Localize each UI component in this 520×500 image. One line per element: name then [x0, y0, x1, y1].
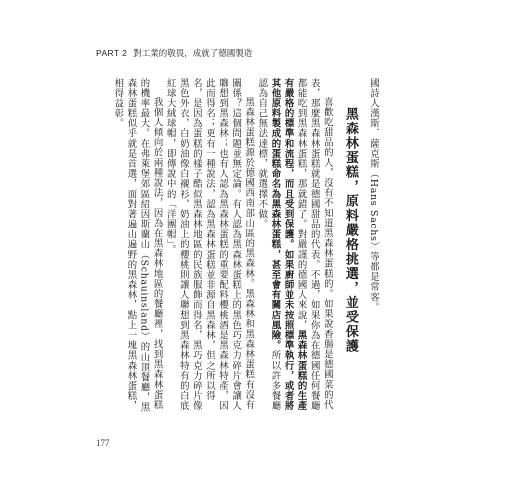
paragraph-1-text: 喜歡吃甜品的人，沒有不知道黑森林蛋糕的。如果說香腸是德國菜的代表，那麼黑森林蛋糕就是德國甜品的代表。不過，如果你為在德國任何餐廳都能吃到黑森林蛋糕，那就錯了。對嚴謹的德國人來說，	[295, 78, 333, 411]
header-part-label: PART 2	[96, 48, 128, 58]
intro-line: 國詩人漢斯．薩克斯（Hans Sachs）等都是常客。	[368, 78, 379, 313]
paragraph-1-emphasis: 黑森林蛋糕的生產有嚴格的標準和流程，而且受到保護。如果廚師並未按照標準執行，或者將其他原料製成的蛋糕命名為黑森林蛋糕，甚至會有關店風險。	[269, 78, 307, 411]
paragraph-3: 我個人傾向於兩種說法，因為在黑森林地區的餐廳裡，找到黑森林蛋糕的機率最大。在弗萊堡郊區紹因斯蘭山（Schauinsland）的山頂餐廳，黑森林蛋糕似乎就是首選，面對著遍山遍野的黑森林，點上一塊黑森林蛋糕，相得益彰。	[112, 78, 163, 413]
paragraph-2: 黑森林蛋糕源於德國西南部山區的黑森林。黑森林和黑森林蛋糕有沒有關係？這個問題並無定論。有人認為黑森林蛋糕上的黑色巧克力碎片會讓人聯想到黑森林；也有人認為黑森林蛋糕的重要配料櫻桃酒是黑森林特產，因此而得名；更有一種說法，認為黑森林蛋糕並非源自黑森林，但之所以得名，是因為蛋糕的樣子酷似黑森林地區的民族服飾而得名，黑巧克力碎片像黑色外衣，白奶油像白襯衫，奶油上的櫻桃則讓人聯想到黑森林特有的白底紅球大絨球帽，即傳說中的「洋團帽」。	[164, 78, 255, 411]
page-number: 177	[96, 438, 110, 448]
section-heading: 黑森林蛋糕，原料嚴格挑選，並受保護	[342, 106, 358, 354]
header-chapter-title: 對工業的敬畏，成就了德國製造	[133, 49, 253, 59]
paragraph-1	[255, 78, 334, 414]
running-header	[96, 47, 252, 59]
article-body	[102, 78, 386, 414]
paragraph-1-tail: 所以許多餐廳認為自己無法達標，就選擇不做。	[256, 78, 281, 411]
